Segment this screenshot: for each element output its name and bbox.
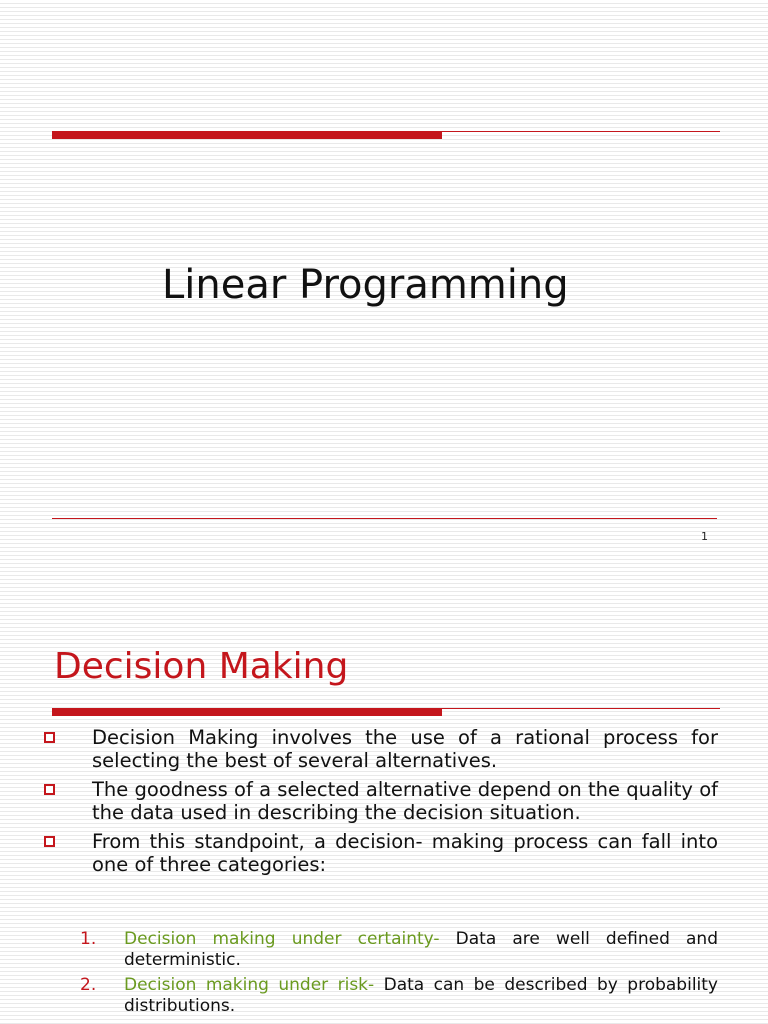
category-term: Decision making under risk- <box>124 975 375 995</box>
list-item <box>40 778 718 824</box>
title-accent-line <box>442 131 720 132</box>
numbered-text <box>124 929 718 971</box>
section-heading: Decision Making <box>54 646 349 687</box>
list-item <box>40 830 718 876</box>
bullet-list <box>40 726 718 882</box>
numbered-item <box>80 975 718 1017</box>
square-bullet-icon <box>44 836 55 847</box>
heading-accent-line <box>442 708 720 709</box>
numbered-item <box>80 929 718 971</box>
category-description: Data are well defined and deterministic. <box>124 929 718 970</box>
item-number: 2. <box>80 975 97 995</box>
bullet-text: Decision Making involves the use of a rational process for selecting the best of several alternatives. <box>92 726 718 772</box>
square-bullet-icon <box>44 732 55 743</box>
title-accent-bar <box>52 131 442 139</box>
category-description: Data can be described by probability distributions. <box>124 975 718 1016</box>
item-number: 1. <box>80 929 97 949</box>
numbered-text <box>124 975 718 1017</box>
bullet-text: From this standpoint, a decision- making process can fall into one of three categories: <box>92 830 718 876</box>
slide-title: Linear Programming <box>162 262 569 308</box>
footer-divider <box>52 518 717 519</box>
bullet-text: The goodness of a selected alternative depend on the quality of the data used in describing the decision situation. <box>92 778 718 824</box>
square-bullet-icon <box>44 784 55 795</box>
numbered-list <box>80 929 718 1021</box>
list-item <box>40 726 718 772</box>
page-number: 1 <box>701 530 708 543</box>
category-term: Decision making under certainty- <box>124 929 440 949</box>
heading-accent-bar <box>52 708 442 716</box>
